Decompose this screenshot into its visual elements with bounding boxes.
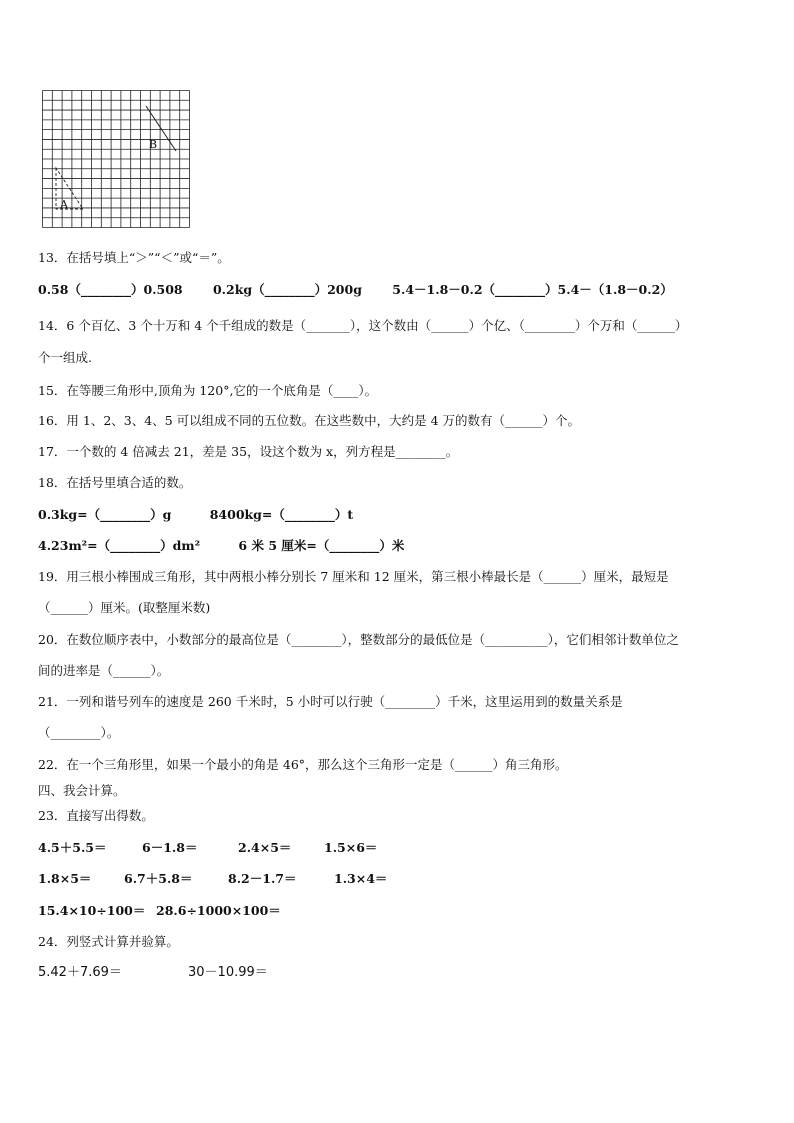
q24-stem: 24．列竖式计算并验算。: [38, 934, 179, 949]
q22-stem: 22．在一个三角形里，如果一个最小的角是 46°，那么这个三角形一定是（______）角三角形。: [38, 757, 568, 772]
q14-line2: 个一组成.: [38, 350, 92, 365]
q20-line2: 间的进率是（______）。: [38, 663, 170, 678]
label-a: A: [60, 198, 68, 211]
q13-item-1: 0.58（________）0.508: [38, 282, 183, 297]
q23-row3: [38, 903, 281, 919]
grid-figure: [42, 90, 190, 228]
q24-item-1: 5.42＋7.69＝: [38, 965, 122, 980]
q17-stem: 17．一个数的 4 倍减去 21，差是 35，设这个数为 x，列方程是________。: [38, 444, 459, 459]
q23-r1-c4: 1.5×6＝: [324, 840, 378, 855]
q21-line1: 21．一列和谐号列车的速度是 260 千米时，5 小时可以行驶（________）千米，这里运用到的数量关系是: [38, 694, 623, 709]
q23-r3-c1: 15.4×10÷100＝: [38, 903, 146, 918]
q23-r2-c3: 8.2－1.7＝: [228, 871, 297, 886]
q24-item-2: 30－10.99＝: [188, 965, 268, 980]
q19-line1: 19．用三根小棒围成三角形，其中两根小棒分别长 7 厘米和 12 厘米，第三根小棒最长是（______）厘米，最短是: [38, 569, 669, 584]
q14-line1: 14．6 个百亿、3 个十万和 4 个千组成的数是（_______），这个数由（______）个亿、（________）个万和（______）: [38, 318, 688, 333]
q20-line1: 20．在数位顺序表中，小数部分的最高位是（________），整数部分的最低位是（__________），它们相邻计数单位之: [38, 632, 679, 647]
q23-r2-c2: 6.7＋5.8＝: [124, 871, 193, 886]
q13-item-2: 0.2kg（________）200g: [212, 282, 362, 297]
q23-row2: [38, 871, 387, 887]
q18-stem: 18．在括号里填合适的数。: [38, 475, 192, 490]
q18-row2-item-2: 6 米 5 厘米=（________）米: [238, 538, 405, 553]
q18-row1-item-2: 8400kg=（________）t: [209, 507, 354, 522]
q23-r1-c1: 4.5＋5.5＝: [38, 840, 107, 855]
q18-row1: [38, 507, 353, 523]
q23-r1-c3: 2.4×5＝: [238, 840, 292, 855]
q13-items: [38, 282, 673, 298]
section-title: 四、我会计算。: [38, 783, 126, 798]
q23-row1: [38, 840, 377, 856]
q13-item-3: 5.4－1.8－0.2（________）5.4－（1.8－0.2）: [392, 282, 673, 297]
q13-stem: 13．在括号填上“＞”“＜”或“＝”。: [38, 250, 230, 265]
q23-stem: 23．直接写出得数。: [38, 808, 154, 823]
q18-row1-item-1: 0.3kg=（________）g: [38, 507, 172, 522]
q24-items: [38, 965, 268, 981]
q18-row2-item-1: 4.23m²=（________）dm²: [38, 538, 201, 553]
q21-line2: （________）。: [38, 725, 120, 740]
label-b: B: [149, 138, 158, 151]
q23-r2-c1: 1.8×5＝: [38, 871, 92, 886]
q18-row2: [38, 538, 404, 554]
q23-r2-c4: 1.3×4＝: [334, 871, 388, 886]
q19-line2: （______）厘米。(取整厘米数): [38, 600, 211, 615]
q23-r3-c2: 28.6÷1000×100＝: [156, 903, 281, 918]
q23-r1-c2: 6－1.8＝: [142, 840, 198, 855]
q16-stem: 16．用 1、2、3、4、5 可以组成不同的五位数。在这些数中，大约是 4 万的数有（______）个。: [38, 413, 581, 428]
q15-stem: 15．在等腰三角形中,顶角为 120°,它的一个底角是（____）。: [38, 383, 378, 398]
grid-svg: [42, 90, 190, 228]
